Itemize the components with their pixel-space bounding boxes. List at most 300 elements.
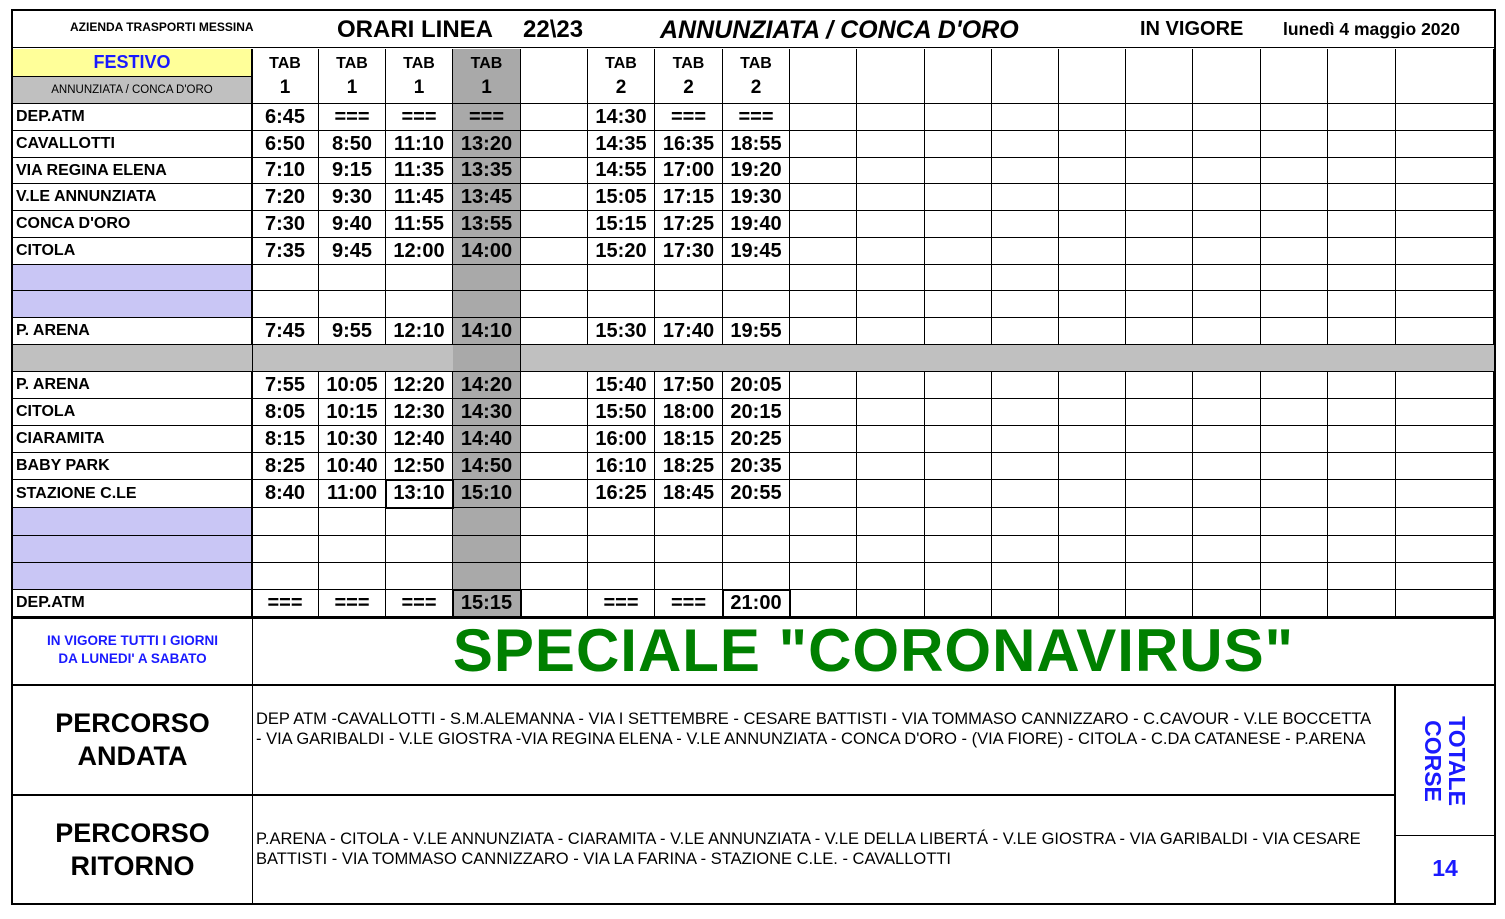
empty-cell: [1328, 265, 1396, 291]
andata-time-1-5: [521, 104, 588, 131]
validity-note-line2: DA LUNEDI' A SABATO: [58, 651, 207, 666]
empty-cell: [1396, 131, 1494, 158]
route-title: ANNUNZIATA / CONCA D'ORO: [660, 16, 1019, 44]
andata-time-8-4: [453, 291, 521, 318]
tab-label: TAB: [605, 55, 637, 72]
empty-cell: [1328, 453, 1396, 480]
empty-cell: [790, 480, 857, 508]
tab-header-6: [588, 49, 655, 104]
tab-number: 1: [481, 77, 492, 98]
andata-time-7-1: [252, 265, 319, 291]
empty-cell: [857, 318, 925, 345]
empty-header-cell: [1328, 49, 1396, 104]
empty-cell: [1396, 184, 1494, 211]
tab-header-8: [723, 49, 790, 104]
empty-cell: [1261, 291, 1328, 318]
andata-time-2-6: 14:35: [588, 131, 655, 158]
empty-cell: [1261, 104, 1328, 131]
empty-cell: [1059, 480, 1126, 508]
andata-time-5-1: 7:30: [252, 211, 319, 238]
empty-header-cell: [790, 49, 857, 104]
frame-top: [11, 9, 1496, 11]
empty-cell: [1328, 158, 1396, 184]
empty-header-cell: [1059, 49, 1126, 104]
andata-time-3-2: 9:15: [319, 158, 386, 184]
andata-time-8-7: [655, 291, 723, 318]
empty-cell: [1059, 508, 1126, 536]
empty-cell: [790, 131, 857, 158]
empty-cell: [925, 131, 992, 158]
empty-cell: [1396, 158, 1494, 184]
empty-cell: [790, 211, 857, 238]
empty-cell: [992, 536, 1059, 563]
ritorno-time-6-6: [588, 508, 655, 536]
empty-cell: [1126, 426, 1193, 453]
empty-cell: [857, 211, 925, 238]
empty-cell: [1126, 131, 1193, 158]
effective-date: lunedì 4 maggio 2020: [1283, 19, 1460, 39]
empty-cell: [1261, 131, 1328, 158]
andata-time-4-7: 17:15: [655, 184, 723, 211]
totale-corse-value: 14: [1432, 855, 1458, 881]
ritorno-time-7-6: [588, 536, 655, 563]
empty-cell: [1261, 318, 1328, 345]
empty-cell: [1059, 104, 1126, 131]
ritorno-time-7-1: [252, 536, 319, 563]
empty-cell: [1193, 131, 1261, 158]
empty-cell: [790, 426, 857, 453]
empty-cell: [790, 399, 857, 426]
ritorno-time-4-3: 12:50: [386, 453, 453, 480]
empty-cell: [1193, 372, 1261, 399]
empty-cell: [1261, 563, 1328, 590]
empty-cell: [925, 211, 992, 238]
andata-time-7-4: [453, 265, 521, 291]
percorso-middle-line: [11, 794, 1396, 796]
empty-cell: [857, 131, 925, 158]
empty-cell: [992, 211, 1059, 238]
empty-cell: [1193, 480, 1261, 508]
empty-cell: [992, 508, 1059, 536]
ritorno-time-1-2: 10:05: [319, 372, 386, 399]
ritorno-time-3-5: [521, 426, 588, 453]
empty-cell: [992, 399, 1059, 426]
ritorno-time-8-4: [453, 563, 521, 590]
empty-cell: [925, 318, 992, 345]
empty-cell: [1126, 318, 1193, 345]
ritorno-stop-8: [13, 563, 252, 590]
andata-time-9-8: 19:55: [723, 318, 790, 345]
andata-time-6-3: 12:00: [386, 238, 453, 265]
ritorno-time-2-5: [521, 399, 588, 426]
stop-column-divider: [252, 49, 253, 617]
empty-cell: [1059, 131, 1126, 158]
andata-time-5-3: 11:55: [386, 211, 453, 238]
ritorno-time-5-5: [521, 480, 588, 508]
andata-time-1-6: 14:30: [588, 104, 655, 131]
empty-cell: [790, 104, 857, 131]
andata-time-2-1: 6:50: [252, 131, 319, 158]
ritorno-time-2-1: 8:05: [252, 399, 319, 426]
ritorno-time-4-8: 20:35: [723, 453, 790, 480]
ritorno-time-8-5: [521, 563, 588, 590]
empty-cell: [1396, 265, 1494, 291]
ritorno-time-7-5: [521, 536, 588, 563]
empty-cell: [1126, 104, 1193, 131]
ritorno-stop-4: BABY PARK: [13, 453, 252, 480]
totale-value-line: [1394, 835, 1496, 836]
andata-time-8-2: [319, 291, 386, 318]
andata-time-7-6: [588, 265, 655, 291]
ritorno-time-2-2: 10:15: [319, 399, 386, 426]
ritorno-time-3-8: 20:25: [723, 426, 790, 453]
empty-cell: [790, 291, 857, 318]
andata-time-8-5: [521, 291, 588, 318]
empty-cell: [1328, 536, 1396, 563]
ritorno-time-9-2: ===: [319, 590, 386, 617]
empty-cell: [1261, 453, 1328, 480]
ritorno-time-4-2: 10:40: [319, 453, 386, 480]
tab-number: 2: [750, 77, 762, 98]
andata-time-5-6: 15:15: [588, 211, 655, 238]
andata-time-6-6: 15:20: [588, 238, 655, 265]
ritorno-time-9-8: 21:00: [723, 590, 790, 617]
tab-number: 1: [279, 77, 291, 98]
tab-label: TAB: [336, 55, 368, 72]
empty-cell: [1193, 453, 1261, 480]
ritorno-time-9-1: ===: [252, 590, 319, 617]
empty-cell: [1328, 480, 1396, 508]
empty-cell: [1261, 184, 1328, 211]
andata-time-7-3: [386, 265, 453, 291]
andata-time-1-1: 6:45: [252, 104, 319, 131]
empty-cell: [1328, 426, 1396, 453]
empty-cell: [925, 184, 992, 211]
empty-cell: [1396, 399, 1494, 426]
ritorno-time-1-3: 12:20: [386, 372, 453, 399]
empty-cell: [1261, 536, 1328, 563]
ritorno-time-3-2: 10:30: [319, 426, 386, 453]
empty-cell: [925, 536, 992, 563]
empty-header-cell: [1126, 49, 1193, 104]
andata-time-9-7: 17:40: [655, 318, 723, 345]
empty-cell: [790, 238, 857, 265]
empty-cell: [925, 399, 992, 426]
empty-cell: [992, 590, 1059, 617]
andata-time-6-8: 19:45: [723, 238, 790, 265]
tab-header-3: [386, 49, 453, 104]
route-subtitle: ANNUNZIATA / CONCA D'ORO: [13, 77, 252, 104]
empty-cell: [857, 291, 925, 318]
empty-cell: [925, 158, 992, 184]
percorso-top-line: [11, 684, 1496, 686]
empty-cell: [1126, 211, 1193, 238]
ritorno-stop-5: STAZIONE C.LE: [13, 480, 252, 508]
andata-time-1-8: ===: [723, 104, 790, 131]
empty-cell: [1193, 508, 1261, 536]
empty-cell: [1328, 372, 1396, 399]
empty-cell: [790, 265, 857, 291]
andata-time-8-8: [723, 291, 790, 318]
empty-header-cell: [1193, 49, 1261, 104]
andata-time-2-8: 18:55: [723, 131, 790, 158]
empty-cell: [925, 480, 992, 508]
empty-cell: [857, 590, 925, 617]
empty-cell: [1261, 590, 1328, 617]
ritorno-time-1-1: 7:55: [252, 372, 319, 399]
line-number: 22\23: [523, 16, 584, 43]
validity-note-line1: IN VIGORE TUTTI I GIORNI: [46, 633, 218, 648]
andata-time-1-2: ===: [319, 104, 386, 131]
andata-time-3-6: 14:55: [588, 158, 655, 184]
empty-cell: [992, 158, 1059, 184]
tab-number: 2: [615, 77, 627, 98]
empty-cell: [857, 104, 925, 131]
ritorno-time-6-5: [521, 508, 588, 536]
ritorno-time-6-2: [319, 508, 386, 536]
andata-time-9-6: 15:30: [588, 318, 655, 345]
empty-cell: [1261, 480, 1328, 508]
empty-cell: [1193, 291, 1261, 318]
empty-cell: [1059, 184, 1126, 211]
empty-cell: [1193, 536, 1261, 563]
empty-cell: [1328, 563, 1396, 590]
andata-time-3-7: 17:00: [655, 158, 723, 184]
ritorno-time-6-1: [252, 508, 319, 536]
andata-time-7-2: [319, 265, 386, 291]
empty-cell: [1193, 563, 1261, 590]
ritorno-time-1-6: 15:40: [588, 372, 655, 399]
empty-cell: [992, 372, 1059, 399]
empty-cell: [857, 158, 925, 184]
andata-time-5-4: 13:55: [453, 211, 521, 238]
tab-label: TAB: [672, 55, 705, 72]
empty-cell: [1193, 104, 1261, 131]
ritorno-time-4-7: 18:25: [655, 453, 723, 480]
empty-cell: [1126, 265, 1193, 291]
ritorno-time-5-7: 18:45: [655, 480, 723, 508]
empty-cell: [1059, 426, 1126, 453]
tab-label: TAB: [470, 55, 503, 72]
ritorno-time-1-4: 14:20: [453, 372, 521, 399]
andata-time-4-1: 7:20: [252, 184, 319, 211]
empty-header-cell: [925, 49, 992, 104]
empty-cell: [1059, 536, 1126, 563]
ritorno-time-3-7: 18:15: [655, 426, 723, 453]
empty-cell: [1059, 399, 1126, 426]
totale-corse-label-box: [1396, 686, 1494, 835]
percorso-ritorno-label-1: PERCORSO: [55, 818, 210, 848]
empty-cell: [992, 131, 1059, 158]
ritorno-time-5-2: 11:00: [319, 480, 386, 508]
empty-cell: [1396, 480, 1494, 508]
orari-linea-label: ORARI LINEA: [337, 16, 493, 43]
empty-cell: [1328, 590, 1396, 617]
tab-number: 1: [413, 77, 425, 98]
empty-cell: [1126, 291, 1193, 318]
andata-time-5-5: [521, 211, 588, 238]
empty-cell: [1126, 158, 1193, 184]
empty-cell: [1059, 265, 1126, 291]
andata-time-3-5: [521, 158, 588, 184]
validity-note: [13, 632, 252, 668]
empty-cell: [1261, 211, 1328, 238]
andata-time-7-5: [521, 265, 588, 291]
empty-cell: [1328, 291, 1396, 318]
empty-cell: [1126, 372, 1193, 399]
ritorno-stop-7: [13, 536, 252, 563]
andata-time-2-4: 13:20: [453, 131, 521, 158]
empty-cell: [1059, 563, 1126, 590]
ritorno-time-5-3: 13:10: [386, 480, 453, 508]
empty-cell: [857, 265, 925, 291]
empty-cell: [1328, 184, 1396, 211]
tab-header-4: [453, 49, 521, 104]
andata-stop-6: CITOLA: [13, 238, 252, 265]
empty-cell: [1396, 238, 1494, 265]
empty-cell: [925, 238, 992, 265]
ritorno-stop-1: P. ARENA: [13, 372, 252, 399]
ritorno-time-1-8: 20:05: [723, 372, 790, 399]
empty-cell: [1261, 372, 1328, 399]
andata-stop-4: V.LE ANNUNZIATA: [13, 184, 252, 211]
empty-cell: [1059, 158, 1126, 184]
percorso-ritorno-label: [13, 817, 252, 883]
andata-time-8-1: [252, 291, 319, 318]
empty-cell: [1261, 265, 1328, 291]
andata-stop-8: [13, 291, 252, 318]
ritorno-time-3-4: 14:40: [453, 426, 521, 453]
andata-stop-9: P. ARENA: [13, 318, 252, 345]
ritorno-time-2-7: 18:00: [655, 399, 723, 426]
empty-cell: [1261, 158, 1328, 184]
percorso-ritorno-text: P.ARENA - CITOLA - V.LE ANNUNZIATA - CIARAMITA - V.LE ANNUNZIATA - V.LE DELLA LIBERTÁ - V.LE GIOSTRA - VIA GARIBALDI - VIA CESARE BATTISTI - VIA TOMMASO CANNIZZARO - VIA LA FARINA - STAZIONE C.LE. - CAVALLOTTI: [256, 830, 1361, 868]
andata-time-5-7: 17:25: [655, 211, 723, 238]
empty-cell: [1193, 158, 1261, 184]
ritorno-time-3-1: 8:15: [252, 426, 319, 453]
empty-cell: [857, 508, 925, 536]
empty-cell: [790, 372, 857, 399]
empty-cell: [790, 590, 857, 617]
andata-time-2-2: 8:50: [319, 131, 386, 158]
empty-cell: [1328, 238, 1396, 265]
empty-cell: [1396, 104, 1494, 131]
andata-time-9-5: [521, 318, 588, 345]
empty-cell: [925, 563, 992, 590]
ritorno-time-7-8: [723, 536, 790, 563]
ritorno-stop-2: CITOLA: [13, 399, 252, 426]
totale-corse-label: TOTALE CORSE: [1420, 715, 1470, 806]
empty-cell: [1193, 265, 1261, 291]
andata-time-7-8: [723, 265, 790, 291]
ritorno-time-5-6: 16:25: [588, 480, 655, 508]
ritorno-time-4-6: 16:10: [588, 453, 655, 480]
empty-cell: [1396, 590, 1494, 617]
empty-cell: [1396, 536, 1494, 563]
andata-time-6-1: 7:35: [252, 238, 319, 265]
empty-cell: [1396, 318, 1494, 345]
empty-cell: [925, 265, 992, 291]
empty-cell: [1396, 372, 1494, 399]
empty-cell: [1126, 480, 1193, 508]
empty-cell: [1193, 318, 1261, 345]
ritorno-time-9-3: ===: [386, 590, 453, 617]
empty-cell: [857, 238, 925, 265]
empty-cell: [1059, 318, 1126, 345]
empty-cell: [1328, 104, 1396, 131]
empty-cell: [1328, 131, 1396, 158]
andata-time-4-3: 11:45: [386, 184, 453, 211]
empty-cell: [1059, 372, 1126, 399]
ritorno-time-7-7: [655, 536, 723, 563]
empty-cell: [857, 453, 925, 480]
company-name: AZIENDA TRASPORTI MESSINA: [70, 20, 254, 34]
empty-cell: [992, 104, 1059, 131]
empty-cell: [790, 536, 857, 563]
empty-cell: [790, 318, 857, 345]
empty-cell: [992, 318, 1059, 345]
andata-time-9-2: 9:55: [319, 318, 386, 345]
ritorno-time-2-3: 12:30: [386, 399, 453, 426]
frame-bottom: [11, 903, 1496, 905]
andata-time-2-7: 16:35: [655, 131, 723, 158]
empty-cell: [992, 184, 1059, 211]
empty-header-cell: [1396, 49, 1494, 104]
empty-cell: [1193, 211, 1261, 238]
ritorno-time-8-8: [723, 563, 790, 590]
ritorno-time-1-7: 17:50: [655, 372, 723, 399]
andata-time-1-3: ===: [386, 104, 453, 131]
tab-number: 2: [683, 77, 694, 98]
ritorno-time-9-4: 15:15: [453, 590, 521, 617]
andata-time-3-1: 7:10: [252, 158, 319, 184]
empty-cell: [992, 453, 1059, 480]
ritorno-time-4-4: 14:50: [453, 453, 521, 480]
empty-cell: [857, 480, 925, 508]
empty-cell: [857, 536, 925, 563]
empty-cell: [925, 453, 992, 480]
ritorno-time-6-8: [723, 508, 790, 536]
andata-stop-7: [13, 265, 252, 291]
andata-time-4-2: 9:30: [319, 184, 386, 211]
empty-cell: [925, 104, 992, 131]
empty-header-cell: [857, 49, 925, 104]
empty-cell: [992, 265, 1059, 291]
andata-time-9-1: 7:45: [252, 318, 319, 345]
ritorno-time-8-3: [386, 563, 453, 590]
andata-time-4-5: [521, 184, 588, 211]
percorso-andata-label-1: PERCORSO: [55, 708, 210, 738]
andata-time-6-4: 14:00: [453, 238, 521, 265]
ritorno-time-9-5: [521, 590, 588, 617]
andata-time-6-7: 17:30: [655, 238, 723, 265]
ritorno-time-4-1: 8:25: [252, 453, 319, 480]
ritorno-time-7-2: [319, 536, 386, 563]
empty-cell: [1126, 399, 1193, 426]
empty-cell: [1261, 426, 1328, 453]
empty-cell: [857, 426, 925, 453]
empty-cell: [992, 426, 1059, 453]
ritorno-time-2-8: 20:15: [723, 399, 790, 426]
empty-cell: [992, 480, 1059, 508]
empty-cell: [925, 508, 992, 536]
andata-time-5-2: 9:40: [319, 211, 386, 238]
ritorno-stop-9: DEP.ATM: [13, 590, 252, 617]
ritorno-time-8-6: [588, 563, 655, 590]
andata-time-3-3: 11:35: [386, 158, 453, 184]
empty-cell: [790, 184, 857, 211]
empty-cell: [1126, 184, 1193, 211]
